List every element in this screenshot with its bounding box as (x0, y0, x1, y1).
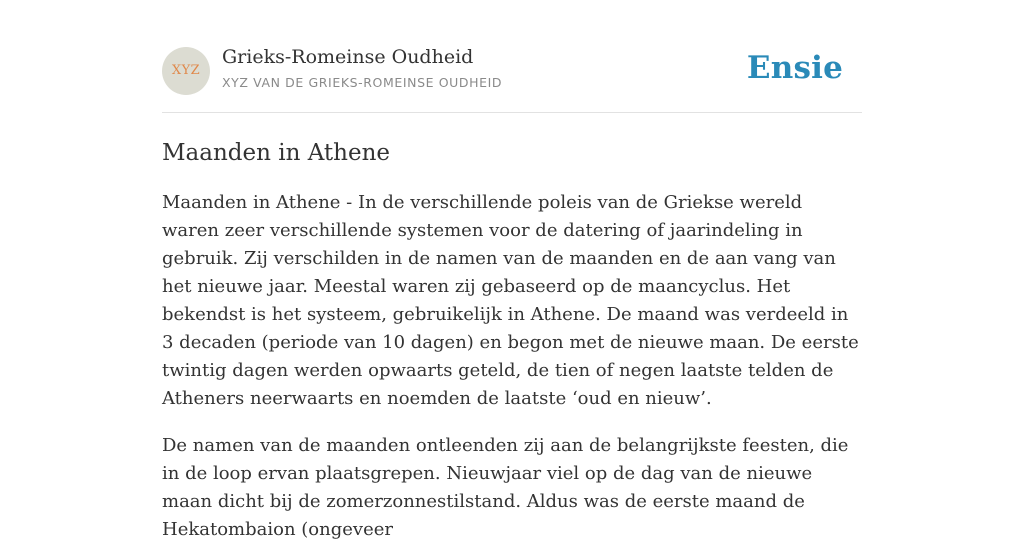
brand-logo-link[interactable]: Ensie (746, 50, 843, 86)
site-subtitle: XYZ VAN DE GRIEKS-ROMEINSE OUDHEID (222, 75, 503, 90)
site-title[interactable]: Grieks-Romeinse Oudheid (222, 46, 474, 68)
article (162, 137, 862, 544)
article-paragraph: Maanden in Athene - In de verschillende poleis van de Griekse wereld waren zeer verschillende systemen voor de datering of jaarindeling in gebruik. Zij verschilden in de namen van de maanden en de aan vang van het nieuwe jaar. Meestal waren zij gebaseerd op de maancyclus. Het bekendst is het systeem, gebruikelijk in Athene. De maand was verdeeld in 3 decaden (periode van 10 dagen) en begon met de nieuwe maan. De eerste twintig dagen werden opwaarts geteld, de tien of negen laatste telden de Atheners neerwaarts en noemden de laatste ‘oud en nieuw’. (162, 192, 859, 409)
article-title: Maanden in Athene (162, 140, 391, 166)
avatar[interactable]: XYZ (162, 47, 210, 95)
article-paragraph: De namen van de maanden ontleenden zij aan de belangrijkste feesten, die in de loop ervan plaatsgrepen. Nieuwjaar viel op de dag van de nieuwe maan dicht bij de zomerzonnestilstand. Aldus was de eerste maand de Hekatombaion (ongeveer (162, 435, 849, 540)
page (162, 0, 862, 544)
site-header (162, 0, 862, 113)
